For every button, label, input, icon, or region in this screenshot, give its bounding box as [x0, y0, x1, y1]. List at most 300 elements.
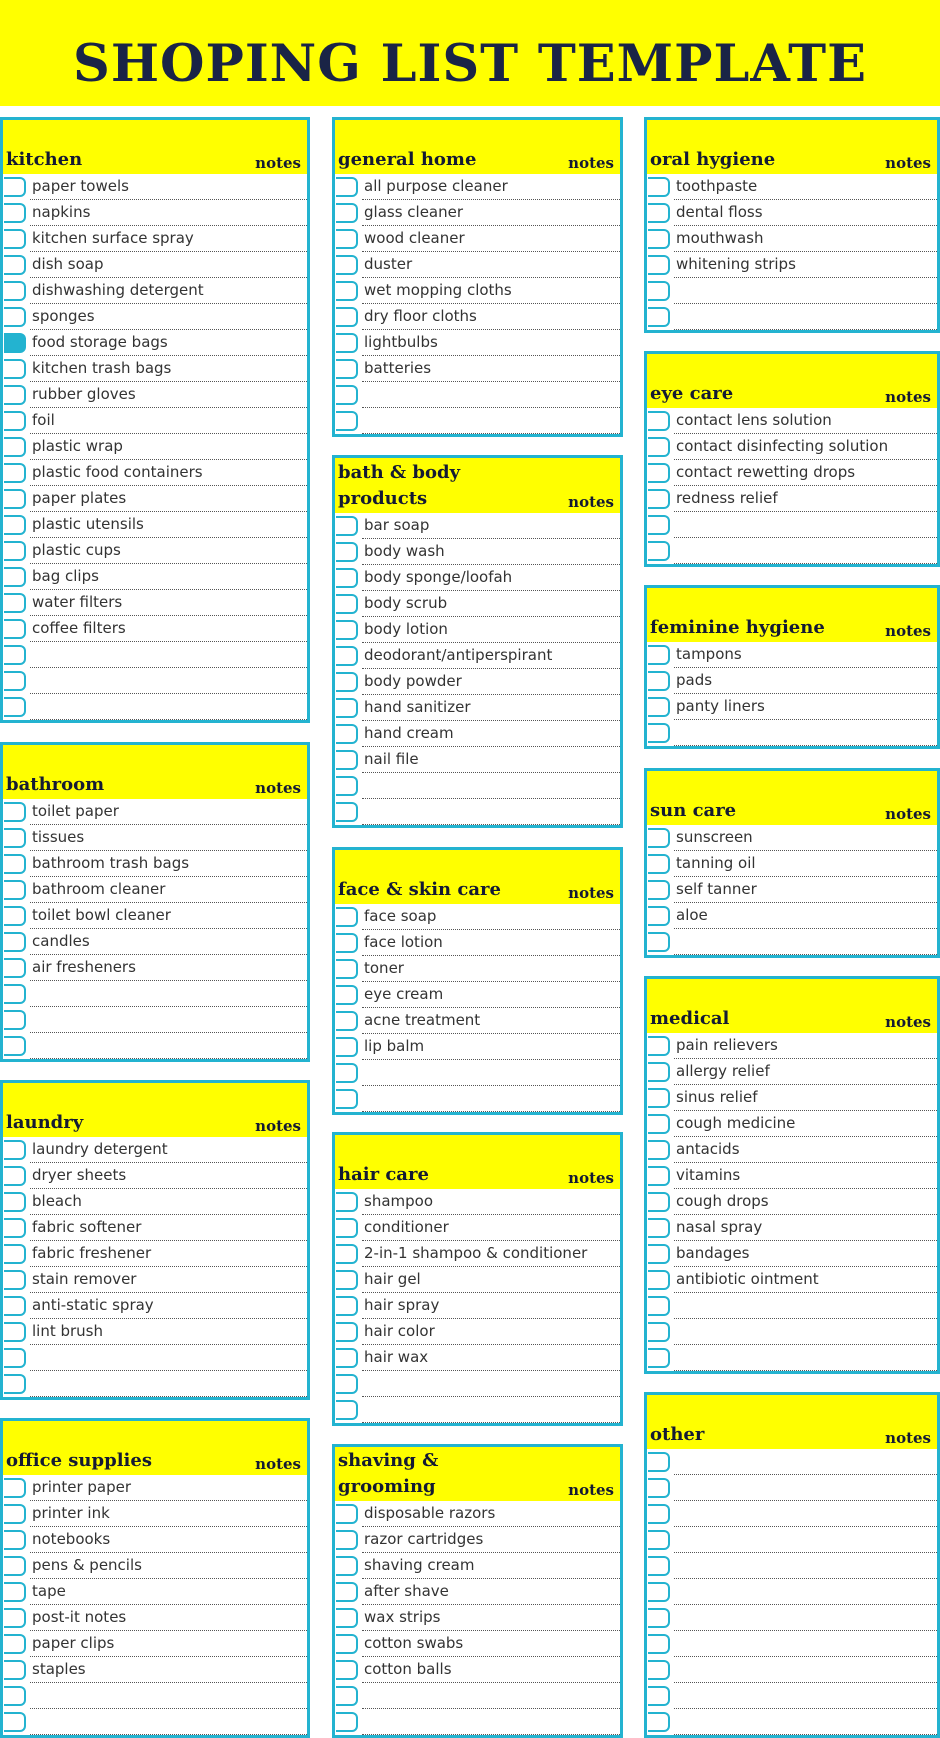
item-checkbox[interactable] — [336, 1348, 358, 1368]
item-checkbox[interactable] — [4, 177, 26, 197]
item-label[interactable] — [30, 1345, 307, 1371]
item-label[interactable]: body powder — [362, 669, 620, 695]
item-label[interactable] — [674, 720, 937, 746]
item-checkbox[interactable] — [648, 255, 670, 275]
item-label[interactable]: kitchen trash bags — [30, 356, 307, 382]
item-label[interactable]: mouthwash — [674, 226, 937, 252]
item-label[interactable] — [30, 1683, 307, 1709]
item-label[interactable] — [674, 1293, 937, 1319]
list-item — [647, 1579, 937, 1605]
item-checkbox[interactable] — [336, 281, 358, 301]
item-label[interactable]: self tanner — [674, 877, 937, 903]
item-label[interactable]: toilet paper — [30, 799, 307, 825]
item-label[interactable] — [30, 1007, 307, 1033]
item-label[interactable]: whitening strips — [674, 252, 937, 278]
item-checkbox[interactable] — [648, 671, 670, 691]
item-label[interactable]: dental floss — [674, 200, 937, 226]
item-checkbox[interactable] — [648, 1244, 670, 1264]
item-label[interactable]: post-it notes — [30, 1605, 307, 1631]
item-label[interactable]: cotton balls — [362, 1657, 620, 1683]
item-label[interactable] — [362, 1683, 620, 1709]
item-label[interactable]: dish soap — [30, 252, 307, 278]
item-label[interactable]: cough medicine — [674, 1111, 937, 1137]
item-label[interactable]: wood cleaner — [362, 226, 620, 252]
item-checkbox[interactable] — [336, 933, 358, 953]
item-checkbox[interactable] — [4, 1218, 26, 1238]
item-label[interactable] — [674, 278, 937, 304]
item-checkbox[interactable] — [4, 1634, 26, 1654]
item-checkbox[interactable] — [4, 1270, 26, 1290]
item-label[interactable] — [30, 1033, 307, 1059]
item-label[interactable]: toilet bowl cleaner — [30, 903, 307, 929]
item-label[interactable]: rubber gloves — [30, 382, 307, 408]
item-checkbox[interactable] — [336, 307, 358, 327]
item-checkbox[interactable] — [336, 802, 358, 822]
item-label[interactable]: tampons — [674, 642, 937, 668]
item-label[interactable] — [30, 694, 307, 720]
item-label[interactable] — [362, 1371, 620, 1397]
item-checkbox[interactable] — [336, 1244, 358, 1264]
item-label[interactable]: dry floor cloths — [362, 304, 620, 330]
item-checkbox[interactable] — [648, 1582, 670, 1602]
item-label[interactable]: dryer sheets — [30, 1163, 307, 1189]
item-checkbox[interactable] — [4, 906, 26, 926]
item-label[interactable] — [362, 1060, 620, 1086]
item-label[interactable] — [674, 512, 937, 538]
item-checkbox[interactable] — [4, 541, 26, 561]
item-checkbox[interactable] — [336, 1686, 358, 1706]
item-checkbox[interactable] — [336, 1400, 358, 1420]
item-label[interactable]: toothpaste — [674, 174, 937, 200]
item-label[interactable] — [674, 1319, 937, 1345]
item-checkbox[interactable] — [336, 1634, 358, 1654]
item-label[interactable] — [30, 668, 307, 694]
item-label[interactable]: fabric softener — [30, 1215, 307, 1241]
item-checkbox[interactable] — [648, 932, 670, 952]
item-label[interactable]: coffee filters — [30, 616, 307, 642]
item-checkbox[interactable] — [336, 359, 358, 379]
item-checkbox[interactable] — [4, 1322, 26, 1342]
item-checkbox[interactable] — [336, 1270, 358, 1290]
item-label[interactable]: body wash — [362, 539, 620, 565]
item-label[interactable]: candles — [30, 929, 307, 955]
item-checkbox[interactable] — [4, 932, 26, 952]
item-checkbox[interactable] — [336, 724, 358, 744]
item-checkbox[interactable] — [336, 542, 358, 562]
item-label[interactable]: fabric freshener — [30, 1241, 307, 1267]
item-checkbox[interactable] — [648, 541, 670, 561]
item-label[interactable]: tape — [30, 1579, 307, 1605]
item-checkbox[interactable] — [648, 515, 670, 535]
item-checkbox[interactable] — [4, 1244, 26, 1264]
item-checkbox[interactable] — [4, 854, 26, 874]
item-label[interactable]: wet mopping cloths — [362, 278, 620, 304]
item-checkbox[interactable] — [648, 177, 670, 197]
item-checkbox[interactable] — [648, 1270, 670, 1290]
item-label[interactable]: tanning oil — [674, 851, 937, 877]
item-label[interactable]: kitchen surface spray — [30, 226, 307, 252]
item-label[interactable]: bandages — [674, 1241, 937, 1267]
item-label[interactable] — [674, 1657, 937, 1683]
item-label[interactable]: food storage bags — [30, 330, 307, 356]
item-label[interactable]: sunscreen — [674, 825, 937, 851]
item-label[interactable] — [674, 1683, 937, 1709]
item-label[interactable]: antacids — [674, 1137, 937, 1163]
item-checkbox[interactable] — [336, 1556, 358, 1576]
item-checkbox[interactable] — [336, 1011, 358, 1031]
item-checkbox[interactable] — [4, 645, 26, 665]
item-checkbox[interactable] — [4, 1036, 26, 1056]
item-checkbox[interactable] — [336, 385, 358, 405]
item-checkbox[interactable] — [336, 1063, 358, 1083]
item-label[interactable]: aloe — [674, 903, 937, 929]
item-checkbox[interactable] — [648, 1712, 670, 1732]
item-label[interactable] — [30, 1709, 307, 1735]
item-label[interactable]: acne treatment — [362, 1008, 620, 1034]
item-label[interactable] — [674, 1345, 937, 1371]
item-label[interactable] — [674, 1709, 937, 1735]
item-checkbox[interactable] — [336, 1530, 358, 1550]
item-checkbox[interactable] — [4, 281, 26, 301]
item-label[interactable]: conditioner — [362, 1215, 620, 1241]
item-checkbox[interactable] — [4, 1712, 26, 1732]
item-checkbox[interactable] — [4, 1504, 26, 1524]
item-label[interactable]: eye cream — [362, 982, 620, 1008]
item-checkbox[interactable] — [648, 880, 670, 900]
item-label[interactable]: face lotion — [362, 930, 620, 956]
item-checkbox[interactable] — [4, 489, 26, 509]
list-item — [335, 956, 620, 982]
item-label[interactable]: plastic cups — [30, 538, 307, 564]
item-label[interactable]: duster — [362, 252, 620, 278]
item-checkbox[interactable] — [336, 333, 358, 353]
item-checkbox[interactable] — [4, 1166, 26, 1186]
item-checkbox[interactable] — [648, 1296, 670, 1316]
item-label[interactable]: redness relief — [674, 486, 937, 512]
item-checkbox[interactable] — [4, 203, 26, 223]
list-item — [647, 1267, 937, 1293]
item-checkbox[interactable] — [4, 1010, 26, 1030]
item-checkbox[interactable] — [336, 1608, 358, 1628]
item-label[interactable]: dishwashing detergent — [30, 278, 307, 304]
item-label[interactable]: pads — [674, 668, 937, 694]
item-checkbox[interactable] — [4, 255, 26, 275]
item-label[interactable]: plastic utensils — [30, 512, 307, 538]
item-checkbox[interactable] — [4, 1140, 26, 1160]
item-checkbox[interactable] — [648, 1608, 670, 1628]
item-label[interactable] — [362, 1397, 620, 1423]
item-label[interactable]: batteries — [362, 356, 620, 382]
item-checkbox[interactable] — [336, 646, 358, 666]
item-checkbox[interactable] — [4, 229, 26, 249]
item-label[interactable]: tissues — [30, 825, 307, 851]
item-checkbox[interactable] — [648, 1218, 670, 1238]
item-label[interactable]: panty liners — [674, 694, 937, 720]
item-checkbox[interactable] — [648, 1634, 670, 1654]
item-checkbox[interactable] — [4, 880, 26, 900]
item-checkbox[interactable] — [648, 1088, 670, 1108]
item-checkbox[interactable] — [336, 177, 358, 197]
item-label[interactable] — [674, 538, 937, 564]
item-checkbox[interactable] — [336, 1374, 358, 1394]
item-label[interactable] — [362, 408, 620, 434]
item-checkbox[interactable] — [648, 1348, 670, 1368]
item-label[interactable]: vitamins — [674, 1163, 937, 1189]
item-checkbox[interactable] — [336, 750, 358, 770]
item-checkbox[interactable] — [4, 697, 26, 717]
item-checkbox[interactable] — [336, 1037, 358, 1057]
item-label[interactable]: disposable razors — [362, 1501, 620, 1527]
item-label[interactable] — [362, 1709, 620, 1735]
item-checkbox[interactable] — [336, 698, 358, 718]
item-label[interactable]: sinus relief — [674, 1085, 937, 1111]
item-checkbox[interactable] — [336, 907, 358, 927]
item-checkbox[interactable] — [648, 906, 670, 926]
item-checkbox[interactable] — [336, 620, 358, 640]
item-label[interactable]: bathroom cleaner — [30, 877, 307, 903]
item-checkbox[interactable] — [648, 281, 670, 301]
item-checkbox[interactable] — [4, 1192, 26, 1212]
item-checkbox[interactable] — [648, 1556, 670, 1576]
item-checkbox[interactable] — [648, 1140, 670, 1160]
section-title: face & skin care — [338, 879, 501, 900]
item-checkbox[interactable] — [648, 1114, 670, 1134]
item-checkbox[interactable] — [648, 1504, 670, 1524]
item-checkbox[interactable] — [4, 1608, 26, 1628]
item-checkbox[interactable] — [648, 1192, 670, 1212]
item-label[interactable] — [30, 981, 307, 1007]
item-checkbox[interactable] — [4, 984, 26, 1004]
item-label[interactable] — [30, 642, 307, 668]
item-checkbox[interactable] — [648, 307, 670, 327]
item-checkbox[interactable] — [648, 411, 670, 431]
item-label[interactable]: bleach — [30, 1189, 307, 1215]
item-label[interactable]: lip balm — [362, 1034, 620, 1060]
item-checkbox[interactable] — [648, 854, 670, 874]
item-checkbox[interactable] — [4, 958, 26, 978]
item-checkbox[interactable] — [336, 672, 358, 692]
item-label[interactable]: nail file — [362, 747, 620, 773]
item-checkbox[interactable] — [336, 229, 358, 249]
item-label[interactable] — [30, 1371, 307, 1397]
item-checkbox[interactable] — [648, 1686, 670, 1706]
item-label[interactable]: stain remover — [30, 1267, 307, 1293]
item-checkbox[interactable] — [648, 828, 670, 848]
item-checkbox[interactable] — [4, 1582, 26, 1602]
item-label[interactable]: glass cleaner — [362, 200, 620, 226]
item-checkbox[interactable] — [648, 229, 670, 249]
item-checkbox[interactable] — [4, 619, 26, 639]
item-label[interactable]: hair wax — [362, 1345, 620, 1371]
item-label[interactable] — [362, 773, 620, 799]
item-label[interactable]: plastic food containers — [30, 460, 307, 486]
item-label[interactable]: cough drops — [674, 1189, 937, 1215]
item-checkbox[interactable] — [648, 1452, 670, 1472]
section-title: medical — [650, 1008, 730, 1029]
item-label[interactable] — [674, 1553, 937, 1579]
item-label[interactable]: contact lens solution — [674, 408, 937, 434]
item-label[interactable] — [674, 1527, 937, 1553]
item-label[interactable]: after shave — [362, 1579, 620, 1605]
item-checkbox[interactable] — [336, 1712, 358, 1732]
item-label[interactable]: water filters — [30, 590, 307, 616]
item-label[interactable]: antibiotic ointment — [674, 1267, 937, 1293]
item-checkbox[interactable] — [336, 516, 358, 536]
item-label[interactable]: plastic wrap — [30, 434, 307, 460]
item-label[interactable] — [674, 1475, 937, 1501]
item-label[interactable]: all purpose cleaner — [362, 174, 620, 200]
item-label[interactable]: lightbulbs — [362, 330, 620, 356]
item-checkbox[interactable] — [336, 776, 358, 796]
item-label[interactable] — [674, 304, 937, 330]
item-checkbox[interactable] — [648, 437, 670, 457]
list-item — [335, 721, 620, 747]
item-checkbox[interactable] — [648, 1062, 670, 1082]
item-checkbox[interactable] — [648, 645, 670, 665]
item-label[interactable]: sponges — [30, 304, 307, 330]
list-item — [335, 1631, 620, 1657]
item-checkbox[interactable] — [648, 1036, 670, 1056]
item-label[interactable] — [362, 1086, 620, 1112]
item-checkbox[interactable] — [648, 1166, 670, 1186]
item-label[interactable]: napkins — [30, 200, 307, 226]
item-checkbox[interactable] — [648, 1478, 670, 1498]
item-label[interactable]: hair gel — [362, 1267, 620, 1293]
item-checkbox[interactable] — [4, 1660, 26, 1680]
item-label[interactable]: nasal spray — [674, 1215, 937, 1241]
item-checkbox[interactable] — [4, 1686, 26, 1706]
item-label[interactable]: paper towels — [30, 174, 307, 200]
item-checkbox[interactable] — [4, 385, 26, 405]
item-checkbox[interactable] — [336, 1296, 358, 1316]
item-label[interactable] — [674, 929, 937, 955]
item-label[interactable] — [362, 799, 620, 825]
item-checkbox[interactable] — [4, 828, 26, 848]
item-label[interactable]: razor cartridges — [362, 1527, 620, 1553]
item-label[interactable]: pain relievers — [674, 1033, 937, 1059]
item-checkbox[interactable] — [336, 594, 358, 614]
item-label[interactable]: printer paper — [30, 1475, 307, 1501]
item-checkbox[interactable] — [4, 1296, 26, 1316]
item-label[interactable]: hair spray — [362, 1293, 620, 1319]
item-label[interactable] — [674, 1579, 937, 1605]
item-checkbox[interactable] — [4, 515, 26, 535]
item-checkbox[interactable] — [4, 437, 26, 457]
item-label[interactable] — [674, 1631, 937, 1657]
item-checkbox[interactable] — [648, 1530, 670, 1550]
item-label[interactable]: allergy relief — [674, 1059, 937, 1085]
list-item — [335, 226, 620, 252]
item-label[interactable]: bar soap — [362, 513, 620, 539]
item-label[interactable] — [674, 1449, 937, 1475]
item-checkbox[interactable] — [4, 1348, 26, 1368]
item-label[interactable]: body sponge/loofah — [362, 565, 620, 591]
item-checkbox[interactable] — [4, 333, 26, 353]
item-label[interactable]: anti-static spray — [30, 1293, 307, 1319]
notes-label: notes — [255, 779, 301, 797]
item-checkbox[interactable] — [4, 802, 26, 822]
item-checkbox[interactable] — [336, 411, 358, 431]
item-label[interactable]: lint brush — [30, 1319, 307, 1345]
item-checkbox[interactable] — [4, 1374, 26, 1394]
item-label[interactable] — [674, 1605, 937, 1631]
item-checkbox[interactable] — [648, 489, 670, 509]
item-label[interactable]: bag clips — [30, 564, 307, 590]
item-checkbox[interactable] — [336, 1192, 358, 1212]
item-label[interactable]: cotton swabs — [362, 1631, 620, 1657]
item-checkbox[interactable] — [336, 959, 358, 979]
item-checkbox[interactable] — [336, 1089, 358, 1109]
item-checkbox[interactable] — [4, 463, 26, 483]
list-item — [335, 513, 620, 539]
item-label[interactable]: face soap — [362, 904, 620, 930]
item-checkbox[interactable] — [648, 1322, 670, 1342]
item-checkbox[interactable] — [648, 463, 670, 483]
item-label[interactable]: paper clips — [30, 1631, 307, 1657]
item-label[interactable]: pens & pencils — [30, 1553, 307, 1579]
item-checkbox[interactable] — [4, 411, 26, 431]
list-item — [3, 512, 307, 538]
item-checkbox[interactable] — [336, 1582, 358, 1602]
item-label[interactable]: contact rewetting drops — [674, 460, 937, 486]
item-label[interactable]: 2-in-1 shampoo & conditioner — [362, 1241, 620, 1267]
item-checkbox[interactable] — [4, 1478, 26, 1498]
item-checkbox[interactable] — [648, 723, 670, 743]
item-label[interactable]: contact disinfecting solution — [674, 434, 937, 460]
item-checkbox[interactable] — [648, 697, 670, 717]
item-label[interactable]: staples — [30, 1657, 307, 1683]
item-label[interactable]: toner — [362, 956, 620, 982]
item-label[interactable]: deodorant/antiperspirant — [362, 643, 620, 669]
item-label[interactable]: foil — [30, 408, 307, 434]
item-label[interactable]: shampoo — [362, 1189, 620, 1215]
item-label[interactable]: hand cream — [362, 721, 620, 747]
item-label[interactable] — [674, 1501, 937, 1527]
item-label[interactable]: body scrub — [362, 591, 620, 617]
item-checkbox[interactable] — [4, 359, 26, 379]
item-checkbox[interactable] — [4, 671, 26, 691]
section-shaving-and-grooming — [332, 1444, 623, 1738]
item-label[interactable]: hair color — [362, 1319, 620, 1345]
item-label[interactable]: paper plates — [30, 486, 307, 512]
item-checkbox[interactable] — [336, 1218, 358, 1238]
item-label[interactable]: laundry detergent — [30, 1137, 307, 1163]
item-checkbox[interactable] — [336, 203, 358, 223]
item-checkbox[interactable] — [336, 985, 358, 1005]
item-checkbox[interactable] — [336, 1504, 358, 1524]
item-checkbox[interactable] — [4, 1530, 26, 1550]
item-checkbox[interactable] — [336, 1322, 358, 1342]
item-checkbox[interactable] — [4, 593, 26, 613]
item-checkbox[interactable] — [4, 1556, 26, 1576]
item-label[interactable]: air fresheners — [30, 955, 307, 981]
item-checkbox[interactable] — [4, 307, 26, 327]
item-label[interactable]: notebooks — [30, 1527, 307, 1553]
item-checkbox[interactable] — [336, 255, 358, 275]
item-checkbox[interactable] — [648, 203, 670, 223]
item-label[interactable]: body lotion — [362, 617, 620, 643]
item-checkbox[interactable] — [336, 1660, 358, 1680]
item-label[interactable]: printer ink — [30, 1501, 307, 1527]
item-checkbox[interactable] — [4, 567, 26, 587]
item-checkbox[interactable] — [648, 1660, 670, 1680]
item-label[interactable]: bathroom trash bags — [30, 851, 307, 877]
item-label[interactable] — [362, 382, 620, 408]
item-label[interactable]: shaving cream — [362, 1553, 620, 1579]
item-label[interactable]: hand sanitizer — [362, 695, 620, 721]
item-label[interactable]: wax strips — [362, 1605, 620, 1631]
item-checkbox[interactable] — [336, 568, 358, 588]
